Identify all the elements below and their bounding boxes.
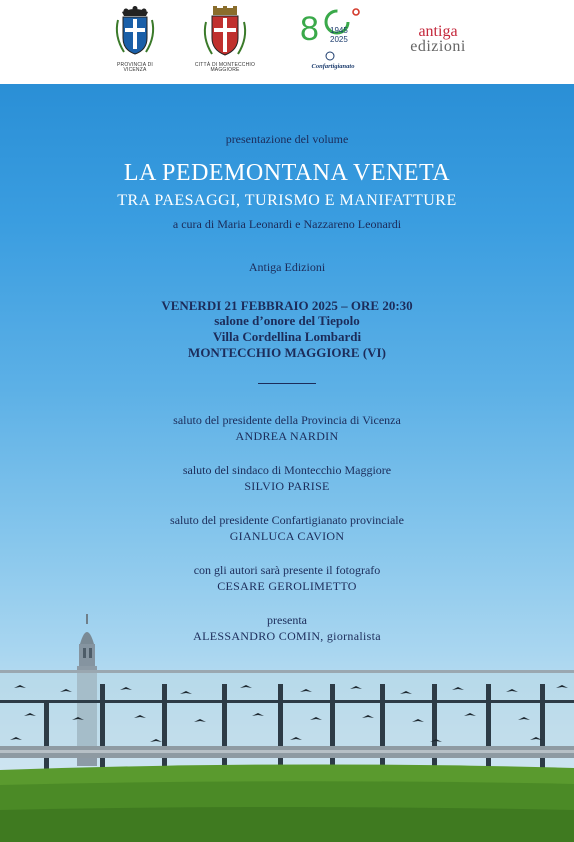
confartigianato-logo (296, 6, 366, 76)
book-curators: a cura di Maria Leonardi e Nazzareno Leonardi (172, 217, 402, 231)
montecchio-logo (192, 6, 258, 73)
vicenza-crest-icon (110, 6, 160, 58)
confartigianato-years (330, 26, 348, 44)
program-name: SILVIO PARISE (244, 479, 330, 493)
montecchio-crest-icon (192, 6, 258, 58)
program-role: presenta (267, 613, 307, 627)
program-role: con gli autori sarà presente il fotografo (193, 563, 381, 577)
program-name: ANDREA NARDIN (235, 429, 339, 443)
program-role: saluto del presidente della Provincia di Vicenza (173, 413, 401, 427)
montecchio-caption: CITTÀ DI MONTECCHIO MAGGIORE (194, 62, 256, 73)
program-role: saluto del presidente Confartigianato provinciale (170, 513, 404, 527)
program-role: saluto del sindaco di Montecchio Maggiore (182, 463, 392, 477)
event-villa: Villa Cordellina Lombardi (212, 329, 362, 344)
logo-header (0, 0, 574, 84)
edizioni-word: edizioni (410, 38, 466, 55)
event-date-time: VENERDI 21 FEBBRAIO 2025 – ORE 20:30 (161, 298, 413, 313)
vicenza-caption: PROVINCIA DI VICENZA (116, 62, 154, 73)
antiga-edizioni-logo (396, 24, 480, 55)
provincia-vicenza-logo (110, 6, 160, 73)
intro-text: presentazione del volume (225, 132, 349, 146)
program-name: ALESSANDRO COMIN, giornalista (193, 629, 381, 643)
publisher-name: Antiga Edizioni (248, 260, 326, 274)
event-city: MONTECCHIO MAGGIORE (VI) (188, 345, 386, 360)
program-name: CESARE GEROLIMETTO (217, 579, 357, 593)
program-name: GIANLUCA CAVION (229, 529, 345, 543)
book-title: LA PEDEMONTANA VENETA (123, 160, 451, 186)
year-end: 2025 (330, 35, 348, 44)
event-hall: salone d’onore del Tiepolo (214, 313, 360, 328)
svg-text:8: 8 (300, 10, 319, 48)
antiga-word: antiga (418, 23, 458, 40)
section-divider (258, 383, 316, 384)
confartigianato-name: Confartigianato (311, 63, 355, 70)
book-subtitle: TRA PAESAGGI, TURISMO E MANIFATTURE (117, 192, 457, 209)
year-start: 1945 (330, 26, 348, 35)
